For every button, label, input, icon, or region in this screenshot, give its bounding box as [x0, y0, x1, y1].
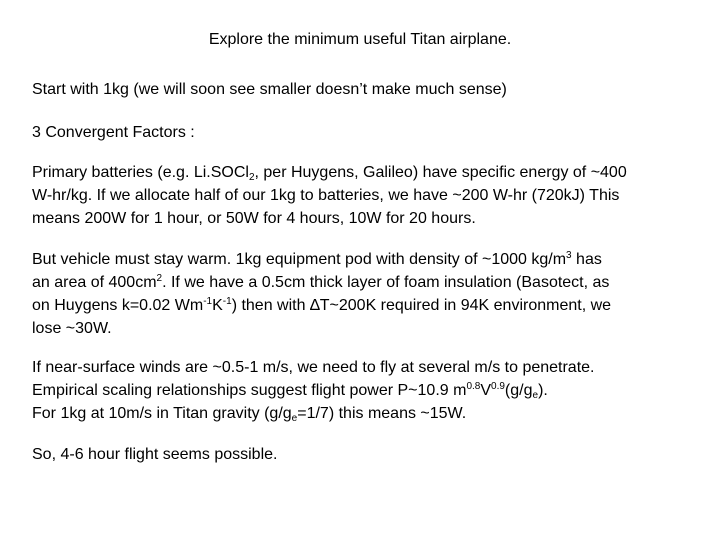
superscript: 3 — [566, 250, 572, 261]
flight-paragraph — [32, 356, 712, 425]
flight-line-2 — [32, 379, 712, 402]
thermal-paragraph — [32, 248, 712, 340]
intro-text: Start with 1kg (we will soon see smaller doesn’t make much sense) — [32, 81, 507, 98]
thermal-line-1 — [32, 248, 712, 271]
thermal-text: K — [212, 297, 223, 314]
thermal-text: an area of 400cm — [32, 274, 157, 291]
delta-symbol: ∆ — [309, 297, 320, 314]
flight-line-3 — [32, 402, 712, 425]
conclusion-paragraph — [32, 443, 712, 466]
subscript: e — [291, 413, 298, 424]
thermal-text: on Huygens k=0.02 Wm — [32, 297, 204, 314]
thermal-text: has — [571, 251, 602, 268]
thermal-text: T~200K required in 94K environment, we — [319, 297, 612, 314]
thermal-line-3 — [32, 294, 712, 317]
subscript: e — [532, 390, 539, 401]
superscript: 0.8 — [466, 381, 481, 392]
superscript: -1 — [222, 296, 232, 307]
thermal-line-2 — [32, 271, 712, 294]
batteries-line-2: W-hr/kg. If we allocate half of our 1kg to batteries, we have ~200 W-hr (720kJ) This — [32, 187, 620, 204]
flight-text: =1/7) this means ~15W. — [297, 405, 467, 422]
thermal-text: . If we have a 0.5cm thick layer of foam insulation (Basotect, as — [162, 274, 610, 291]
batteries-line-1 — [32, 161, 712, 184]
batteries-line-3: means 200W for 1 hour, or 50W for 4 hours, 10W for 20 hours. — [32, 210, 476, 227]
intro-paragraph — [32, 78, 712, 101]
conclusion-text: So, 4-6 hour flight seems possible. — [32, 446, 278, 463]
flight-line-1: If near-surface winds are ~0.5-1 m/s, we need to fly at several m/s to penetrate. — [32, 359, 595, 376]
flight-text: ). — [538, 382, 548, 399]
batteries-paragraph — [32, 161, 712, 230]
thermal-text: ) then with — [231, 297, 310, 314]
superscript: 0.9 — [491, 381, 505, 392]
superscript: 2 — [156, 273, 163, 284]
superscript: -1 — [203, 296, 213, 307]
subscript: 2 — [248, 172, 255, 183]
slide-title: Explore the minimum useful Titan airplane. — [208, 31, 512, 48]
flight-text: (g/g — [504, 382, 533, 399]
flight-text: V — [480, 382, 492, 399]
batteries-text: , per Huygens, Galileo) have specific energy of ~400 — [254, 164, 627, 181]
factors-heading — [32, 121, 712, 144]
thermal-line-4: lose ~30W. — [32, 320, 112, 337]
flight-text: For 1kg at 10m/s in Titan gravity (g/g — [32, 405, 292, 422]
flight-text: Empirical scaling relationships suggest flight power P~10.9 m — [32, 382, 467, 399]
batteries-text: Primary batteries (e.g. Li.SOCl — [32, 164, 249, 181]
thermal-text: But vehicle must stay warm. 1kg equipment pod with density of ~1000 kg/m — [32, 251, 567, 268]
factors-heading-text: 3 Convergent Factors : — [32, 124, 195, 141]
